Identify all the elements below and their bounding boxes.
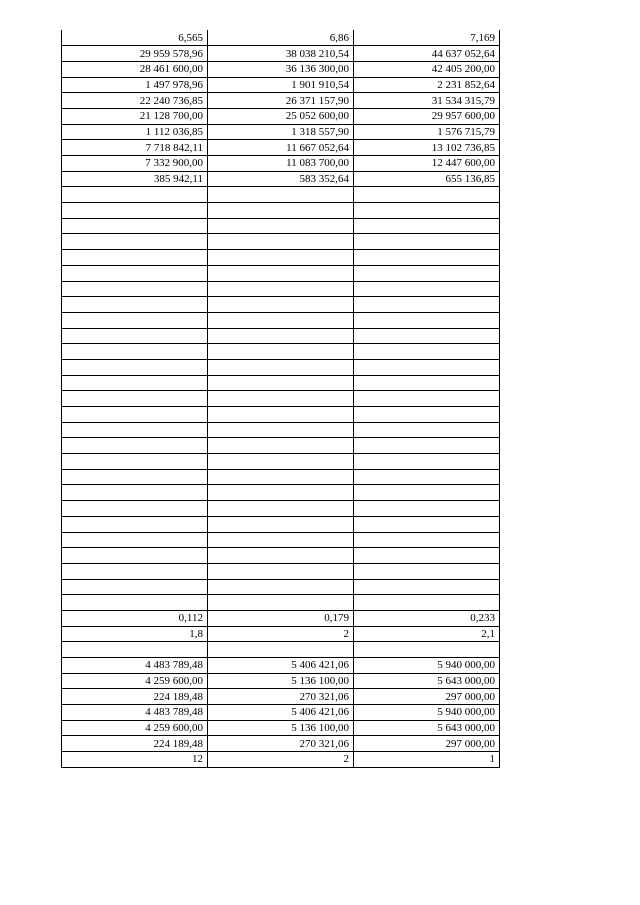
table-cell — [208, 234, 354, 250]
table-cell: 4 259 600,00 — [62, 673, 208, 689]
table-cell — [208, 516, 354, 532]
table-cell — [354, 501, 500, 517]
table-cell — [208, 532, 354, 548]
table-cell: 29 959 578,96 — [62, 46, 208, 62]
table-cell: 12 — [62, 752, 208, 768]
table-cell — [354, 454, 500, 470]
table-row — [62, 156, 500, 172]
table-row — [62, 720, 500, 736]
table-cell: 5 643 000,00 — [354, 673, 500, 689]
table-cell — [62, 579, 208, 595]
table-row — [62, 77, 500, 93]
table-cell — [62, 375, 208, 391]
table-cell — [208, 642, 354, 658]
table-cell: 12 447 600,00 — [354, 156, 500, 172]
table-cell: 7 718 842,11 — [62, 140, 208, 156]
table-cell: 6,86 — [208, 30, 354, 46]
table-cell — [62, 187, 208, 203]
table-cell — [208, 344, 354, 360]
table-cell — [62, 218, 208, 234]
table-cell — [62, 250, 208, 266]
table-cell — [354, 297, 500, 313]
table-cell — [208, 454, 354, 470]
table-cell: 297 000,00 — [354, 736, 500, 752]
table-cell — [208, 281, 354, 297]
table-cell — [354, 359, 500, 375]
table-row — [62, 626, 500, 642]
table-cell: 42 405 200,00 — [354, 61, 500, 77]
table-cell — [354, 375, 500, 391]
table-row — [62, 658, 500, 674]
table-cell — [208, 501, 354, 517]
table-row — [62, 469, 500, 485]
table-row — [62, 140, 500, 156]
table-cell: 21 128 700,00 — [62, 108, 208, 124]
table-row — [62, 46, 500, 62]
table-row — [62, 203, 500, 219]
table-cell: 0,112 — [62, 610, 208, 626]
table-row — [62, 124, 500, 140]
table-row — [62, 281, 500, 297]
table-cell — [354, 187, 500, 203]
table-cell: 13 102 736,85 — [354, 140, 500, 156]
table-cell — [62, 344, 208, 360]
table-cell — [62, 281, 208, 297]
table-row — [62, 375, 500, 391]
table-cell: 224 189,48 — [62, 689, 208, 705]
table-cell — [208, 328, 354, 344]
table-cell: 270 321,06 — [208, 689, 354, 705]
table-cell — [208, 407, 354, 423]
table-cell: 583 352,64 — [208, 171, 354, 187]
table-row — [62, 548, 500, 564]
table-cell: 4 483 789,48 — [62, 705, 208, 721]
table-cell — [354, 469, 500, 485]
table-cell — [62, 391, 208, 407]
table-cell — [354, 438, 500, 454]
table-cell — [208, 359, 354, 375]
table-cell — [62, 438, 208, 454]
data-table — [61, 30, 500, 768]
table-row — [62, 563, 500, 579]
table-cell — [354, 642, 500, 658]
table-cell: 1 576 715,79 — [354, 124, 500, 140]
table-row — [62, 30, 500, 46]
table-cell: 5 136 100,00 — [208, 673, 354, 689]
table-cell: 31 534 315,79 — [354, 93, 500, 109]
table-row — [62, 485, 500, 501]
table-cell — [208, 563, 354, 579]
table-cell — [354, 281, 500, 297]
table-cell: 385 942,11 — [62, 171, 208, 187]
table-row — [62, 328, 500, 344]
table-row — [62, 218, 500, 234]
table-cell — [354, 250, 500, 266]
table-cell: 6,565 — [62, 30, 208, 46]
table-row — [62, 752, 500, 768]
table-row — [62, 595, 500, 611]
table-cell — [62, 312, 208, 328]
table-cell: 29 957 600,00 — [354, 108, 500, 124]
table-row — [62, 61, 500, 77]
table-cell: 655 136,85 — [354, 171, 500, 187]
table-cell — [354, 579, 500, 595]
table-row — [62, 438, 500, 454]
table-row — [62, 234, 500, 250]
table-row — [62, 344, 500, 360]
table-row — [62, 454, 500, 470]
table-cell — [354, 548, 500, 564]
table-cell: 7,169 — [354, 30, 500, 46]
table-cell — [208, 485, 354, 501]
table-cell — [208, 250, 354, 266]
table-cell: 1 — [354, 752, 500, 768]
table-cell: 22 240 736,85 — [62, 93, 208, 109]
table-cell — [62, 359, 208, 375]
table-row — [62, 187, 500, 203]
table-cell: 2 231 852,64 — [354, 77, 500, 93]
table-row — [62, 642, 500, 658]
table-cell: 0,179 — [208, 610, 354, 626]
table-cell — [354, 203, 500, 219]
table-cell — [354, 265, 500, 281]
table-cell — [354, 563, 500, 579]
table-cell — [208, 422, 354, 438]
table-cell — [62, 501, 208, 517]
table-cell: 11 083 700,00 — [208, 156, 354, 172]
table-cell — [354, 344, 500, 360]
table-cell — [208, 579, 354, 595]
table-cell: 11 667 052,64 — [208, 140, 354, 156]
table-cell: 2,1 — [354, 626, 500, 642]
table-cell: 1 497 978,96 — [62, 77, 208, 93]
table-body — [62, 30, 500, 767]
spreadsheet-fragment — [61, 30, 499, 768]
table-row — [62, 673, 500, 689]
table-cell — [62, 297, 208, 313]
table-cell — [354, 407, 500, 423]
table-cell: 4 259 600,00 — [62, 720, 208, 736]
table-row — [62, 171, 500, 187]
table-row — [62, 407, 500, 423]
table-cell: 1 112 036,85 — [62, 124, 208, 140]
table-cell — [62, 548, 208, 564]
table-cell: 5 406 421,06 — [208, 658, 354, 674]
table-cell — [208, 548, 354, 564]
table-row — [62, 93, 500, 109]
table-cell — [354, 485, 500, 501]
table-row — [62, 265, 500, 281]
table-cell — [62, 328, 208, 344]
table-row — [62, 359, 500, 375]
table-cell — [62, 516, 208, 532]
table-cell: 7 332 900,00 — [62, 156, 208, 172]
table-cell — [62, 234, 208, 250]
table-cell — [354, 422, 500, 438]
table-cell — [354, 234, 500, 250]
table-row — [62, 297, 500, 313]
table-cell — [208, 312, 354, 328]
table-cell — [208, 297, 354, 313]
table-row — [62, 705, 500, 721]
table-cell: 5 406 421,06 — [208, 705, 354, 721]
table-cell — [354, 595, 500, 611]
table-cell — [208, 375, 354, 391]
table-cell — [208, 218, 354, 234]
table-cell: 38 038 210,54 — [208, 46, 354, 62]
table-row — [62, 579, 500, 595]
table-row — [62, 610, 500, 626]
table-cell: 28 461 600,00 — [62, 61, 208, 77]
table-cell — [208, 391, 354, 407]
table-cell — [208, 203, 354, 219]
table-cell — [62, 563, 208, 579]
table-cell: 5 940 000,00 — [354, 658, 500, 674]
table-row — [62, 108, 500, 124]
table-cell: 270 321,06 — [208, 736, 354, 752]
table-cell: 25 052 600,00 — [208, 108, 354, 124]
table-cell: 5 136 100,00 — [208, 720, 354, 736]
table-cell: 297 000,00 — [354, 689, 500, 705]
table-cell — [208, 187, 354, 203]
table-row — [62, 312, 500, 328]
table-cell — [354, 391, 500, 407]
table-cell — [354, 516, 500, 532]
table-cell — [208, 469, 354, 485]
table-row — [62, 516, 500, 532]
table-row — [62, 501, 500, 517]
table-cell — [62, 469, 208, 485]
table-cell — [354, 218, 500, 234]
table-cell: 26 371 157,90 — [208, 93, 354, 109]
table-cell — [62, 454, 208, 470]
table-cell: 2 — [208, 626, 354, 642]
table-cell — [62, 595, 208, 611]
table-row — [62, 422, 500, 438]
table-cell — [354, 312, 500, 328]
table-row — [62, 250, 500, 266]
table-row — [62, 736, 500, 752]
table-cell: 5 940 000,00 — [354, 705, 500, 721]
table-cell — [62, 532, 208, 548]
table-cell: 36 136 300,00 — [208, 61, 354, 77]
table-cell — [208, 265, 354, 281]
table-cell: 44 637 052,64 — [354, 46, 500, 62]
table-cell: 2 — [208, 752, 354, 768]
table-cell: 1 901 910,54 — [208, 77, 354, 93]
table-cell: 0,233 — [354, 610, 500, 626]
table-cell — [208, 438, 354, 454]
table-cell: 1 318 557,90 — [208, 124, 354, 140]
table-row — [62, 391, 500, 407]
table-cell — [354, 532, 500, 548]
table-row — [62, 532, 500, 548]
table-cell: 1,8 — [62, 626, 208, 642]
table-cell: 5 643 000,00 — [354, 720, 500, 736]
table-row — [62, 689, 500, 705]
table-cell — [62, 485, 208, 501]
table-cell — [62, 265, 208, 281]
table-cell — [62, 407, 208, 423]
table-cell — [208, 595, 354, 611]
table-cell: 4 483 789,48 — [62, 658, 208, 674]
table-cell — [62, 422, 208, 438]
table-cell — [354, 328, 500, 344]
table-cell: 224 189,48 — [62, 736, 208, 752]
table-cell — [62, 203, 208, 219]
table-cell — [62, 642, 208, 658]
